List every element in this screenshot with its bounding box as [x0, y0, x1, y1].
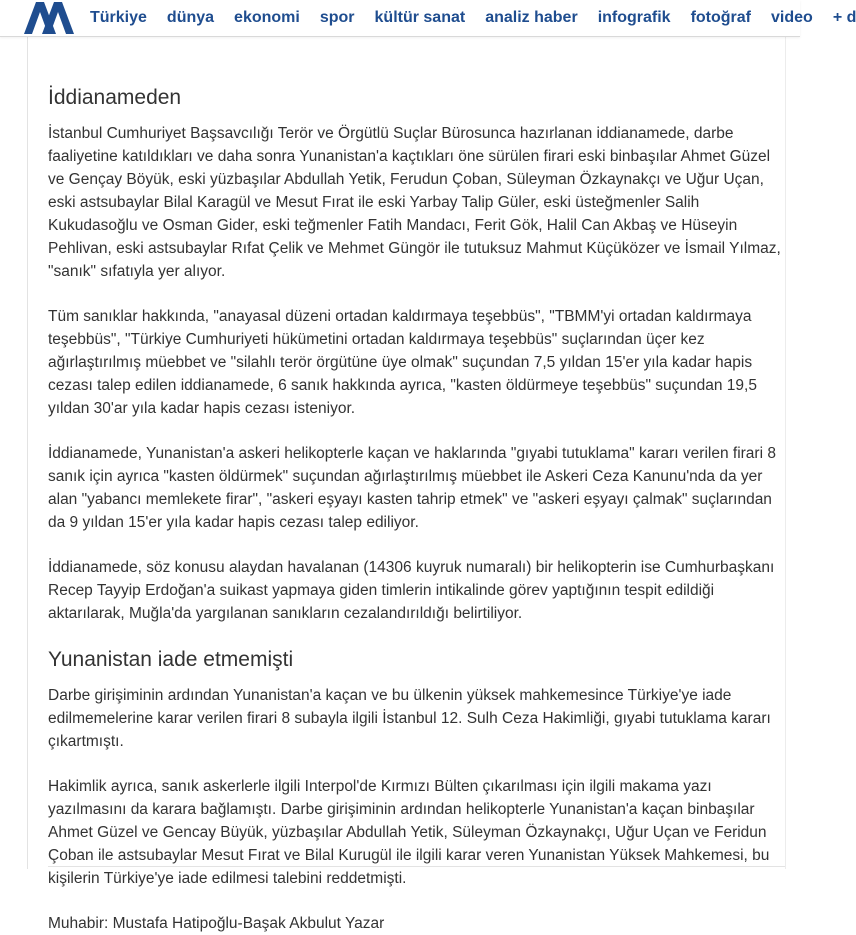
nav-item-ekonomi[interactable]: ekonomi [234, 9, 300, 26]
paragraph: Hakimlik ayrıca, sanık askerlerle ilgili Interpol'de Kırmızı Bülten çıkarılması için ilgili makama yazı yazılmasını da karara bağlamıştı. Darbe girişiminin ardından helikopterle Yunanistan'a kaçan binbaşılar Ahmet Güzel ve Gencay Büyük, yüzbaşılar Abdullah Yetik, Süleyman Özkaynakçı, Uğur Uçan ve Feridun Çoban ile astsubaylar Mesut Fırat ve Bilal Kurugül ile ilgili karar veren Yunanistan Yüksek Mahkemesi, bu kişilerin Türkiye'ye iade edilmesi talebini reddetmişti. [48, 778, 770, 887]
nav-item-spor[interactable]: spor [319, 9, 355, 26]
paragraph: İddianamede, Yunanistan'a askeri helikopterle kaçan ve haklarında "gıyabi tutuklama" kararı verilen firari 8 sanık için ayrıca "kasten öldürmek" suçundan ağırlaştırılmış müebbet ile Askeri Ceza Kanunu'nda da yer alan "yabancı memlekete firar", "askeri eşyayı kasten tahrip etmek" ve "askeri eşyayı çalmak" suçlarından da 9 yıldan 15'er yıla kadar hapis cezası talep ediliyor. [48, 445, 776, 531]
aa-logo-icon[interactable] [22, 0, 74, 36]
top-navigation-bar [0, 0, 856, 37]
paragraph: İddianamede, söz konusu alaydan havalanan (14306 kuyruk numaralı) bir helikopterin ise Cumhurbaşkanı Recep Tayyip Erdoğan'a suikast yapmaya giden timlerin intikalinde görev yaptığının tespit edildiği aktarılarak, Muğla'da yargılanan sanıkların cezalandırıldığı belirtiliyor. [48, 559, 775, 622]
article-bottom-divider [48, 866, 785, 867]
paragraph: İstanbul Cumhuriyet Başsavcılığı Terör ve Örgütlü Suçlar Bürosunca hazırlanan iddianamede, darbe faaliyetine katıldıkları ve daha sonra Yunanistan'a kaçtıkları öne sürülen firari eski binbaşılar Ahmet Güzel ve Gençay Böyük, eski yüzbaşılar Abdullah Yetik, Ferudun Çoban, Süleyman Özkaynakçı ve Uğur Uçan, eski astsubaylar Bilal Karagül ve Mesut Fırat ile eski Yarbay Talip Güler, eski üsteğmenler Salih Kukudasoğlu ve Osman Gider, eski teğmenler Fatih Mandacı, Ferit Gök, Halil Can Akbaş ve Hüseyin Pehlivan, eski astsubaylar Rıfat Çelik ve Mehmet Güngör ile tutuksuz Mahmut Küçüközer ve İsmail Yılmaz, "sanık" sıfatıyla yer alıyor. [48, 125, 781, 280]
section-heading-yunanistan: Yunanistan iade etmemişti [48, 648, 294, 671]
right-divider [785, 36, 786, 869]
main-menu [90, 0, 856, 36]
nav-item-infografik[interactable]: infografik [597, 9, 671, 26]
byline: Muhabir: Mustafa Hatipoğlu-Başak Akbulut Yazar [48, 915, 385, 932]
nav-item-fotograf[interactable]: fotoğraf [690, 9, 752, 26]
left-divider [27, 36, 28, 869]
nav-more-button[interactable]: + d [832, 9, 856, 26]
paragraph: Darbe girişiminin ardından Yunanistan'a kaçan ve bu ülkenin yüksek mahkemesince Türkiye'ye iade edilmemelerine karar verilen firari 8 subayla ilgili İstanbul 12. Sulh Ceza Hakimliği, gıyabi tutuklama kararı çıkartmıştı. [48, 687, 771, 750]
nav-item-kultur-sanat[interactable]: kültür sanat [374, 9, 466, 26]
section-heading-iddianameden: İddianameden [48, 86, 182, 109]
nav-item-analiz-haber[interactable]: analiz haber [485, 9, 578, 26]
article-body [48, 20, 783, 935]
nav-item-dunya[interactable]: dünya [166, 9, 215, 26]
paragraph: Tüm sanıklar hakkında, "anayasal düzeni ortadan kaldırmaya teşebbüs", "TBMM'yi ortadan kaldırmaya teşebbüs", "Türkiye Cumhuriyeti hükümetini ortadan kaldırmaya teşebbüs" suçlarından üçer kez ağırlaştırılmış müebbet ve "silahlı terör örgütüne üye olmak" suçundan 7,5 yıldan 15'er yıla kadar hapis cezası talep edilen iddianamede, 6 sanık hakkında ayrıca, "kasten öldürmeye teşebbüs" suçundan 19,5 yıldan 30'ar yıla kadar hapis cezası isteniyor. [48, 308, 757, 417]
nav-item-video[interactable]: video [771, 9, 813, 26]
nav-item-turkiye[interactable]: Türkiye [90, 9, 147, 26]
